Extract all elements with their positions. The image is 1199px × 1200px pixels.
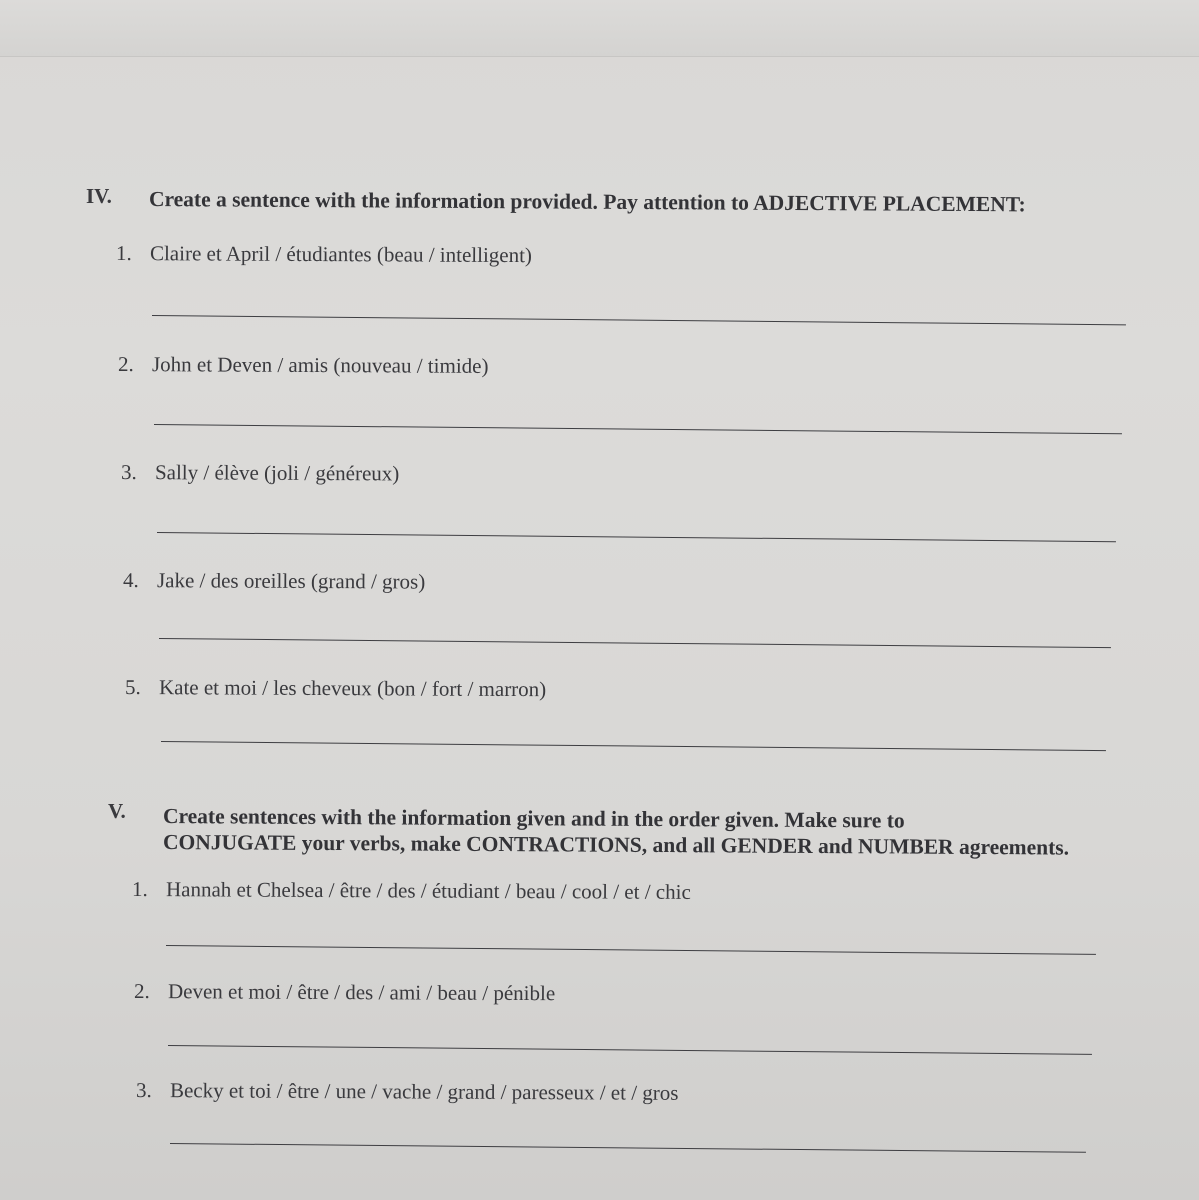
section-v-instruction-line-2: CONJUGATE your verbs, make CONTRACTIONS, and all GENDER and NUMBER agreements. xyxy=(162,830,1070,860)
section-iv-item-3 xyxy=(121,460,399,486)
item-prompt: Hannah et Chelsea / être / des / étudiant / beau / cool / et / chic xyxy=(165,877,691,904)
section-v-item-1 xyxy=(132,877,691,905)
section-iv-item-4 xyxy=(123,568,425,595)
answer-line-v-2[interactable] xyxy=(168,1045,1092,1055)
item-number: 3. xyxy=(120,460,137,485)
item-prompt: Kate et moi / les cheveux (bon / fort / marron) xyxy=(158,675,547,702)
section-iv-instruction: Create a sentence with the information provided. Pay attention to ADJECTIVE PLACEMENT: xyxy=(148,187,1026,217)
section-v-item-2 xyxy=(134,979,555,1006)
item-prompt: Claire et April / étudiantes (beau / intelligent) xyxy=(149,241,533,268)
item-number: 1. xyxy=(115,241,132,266)
item-prompt: Becky et toi / être / une / vache / grand / paresseux / et / gros xyxy=(169,1078,679,1105)
item-prompt: Deven et moi / être / des / ami / beau / pénible xyxy=(167,979,556,1006)
section-iv-item-5 xyxy=(125,675,546,702)
answer-line-v-3[interactable] xyxy=(170,1143,1086,1153)
section-v-numeral: V. xyxy=(108,799,126,823)
item-number: 5. xyxy=(124,675,141,700)
page-top-edge xyxy=(0,0,1199,57)
section-iv-item-1 xyxy=(116,241,532,268)
answer-line-iv-5[interactable] xyxy=(161,741,1106,751)
item-number: 1. xyxy=(131,877,148,902)
item-number: 3. xyxy=(135,1078,152,1103)
section-iv-item-2 xyxy=(118,352,489,379)
answer-line-v-1[interactable] xyxy=(166,945,1096,955)
answer-line-iv-2[interactable] xyxy=(154,424,1122,434)
item-prompt: Jake / des oreilles (grand / gros) xyxy=(156,568,426,594)
section-v-instruction-line-1: Create sentences with the information given and in the order given. Make sure to xyxy=(162,804,905,833)
section-iv-numeral: IV. xyxy=(86,184,112,208)
section-v-item-3 xyxy=(136,1078,679,1106)
item-prompt: John et Deven / amis (nouveau / timide) xyxy=(151,352,489,378)
item-number: 2. xyxy=(117,352,134,377)
item-prompt: Sally / élève (joli / généreux) xyxy=(154,460,400,486)
answer-line-iv-4[interactable] xyxy=(159,638,1111,648)
item-number: 4. xyxy=(122,568,139,593)
item-number: 2. xyxy=(133,979,150,1004)
answer-line-iv-3[interactable] xyxy=(157,532,1116,542)
answer-line-iv-1[interactable] xyxy=(152,315,1126,325)
